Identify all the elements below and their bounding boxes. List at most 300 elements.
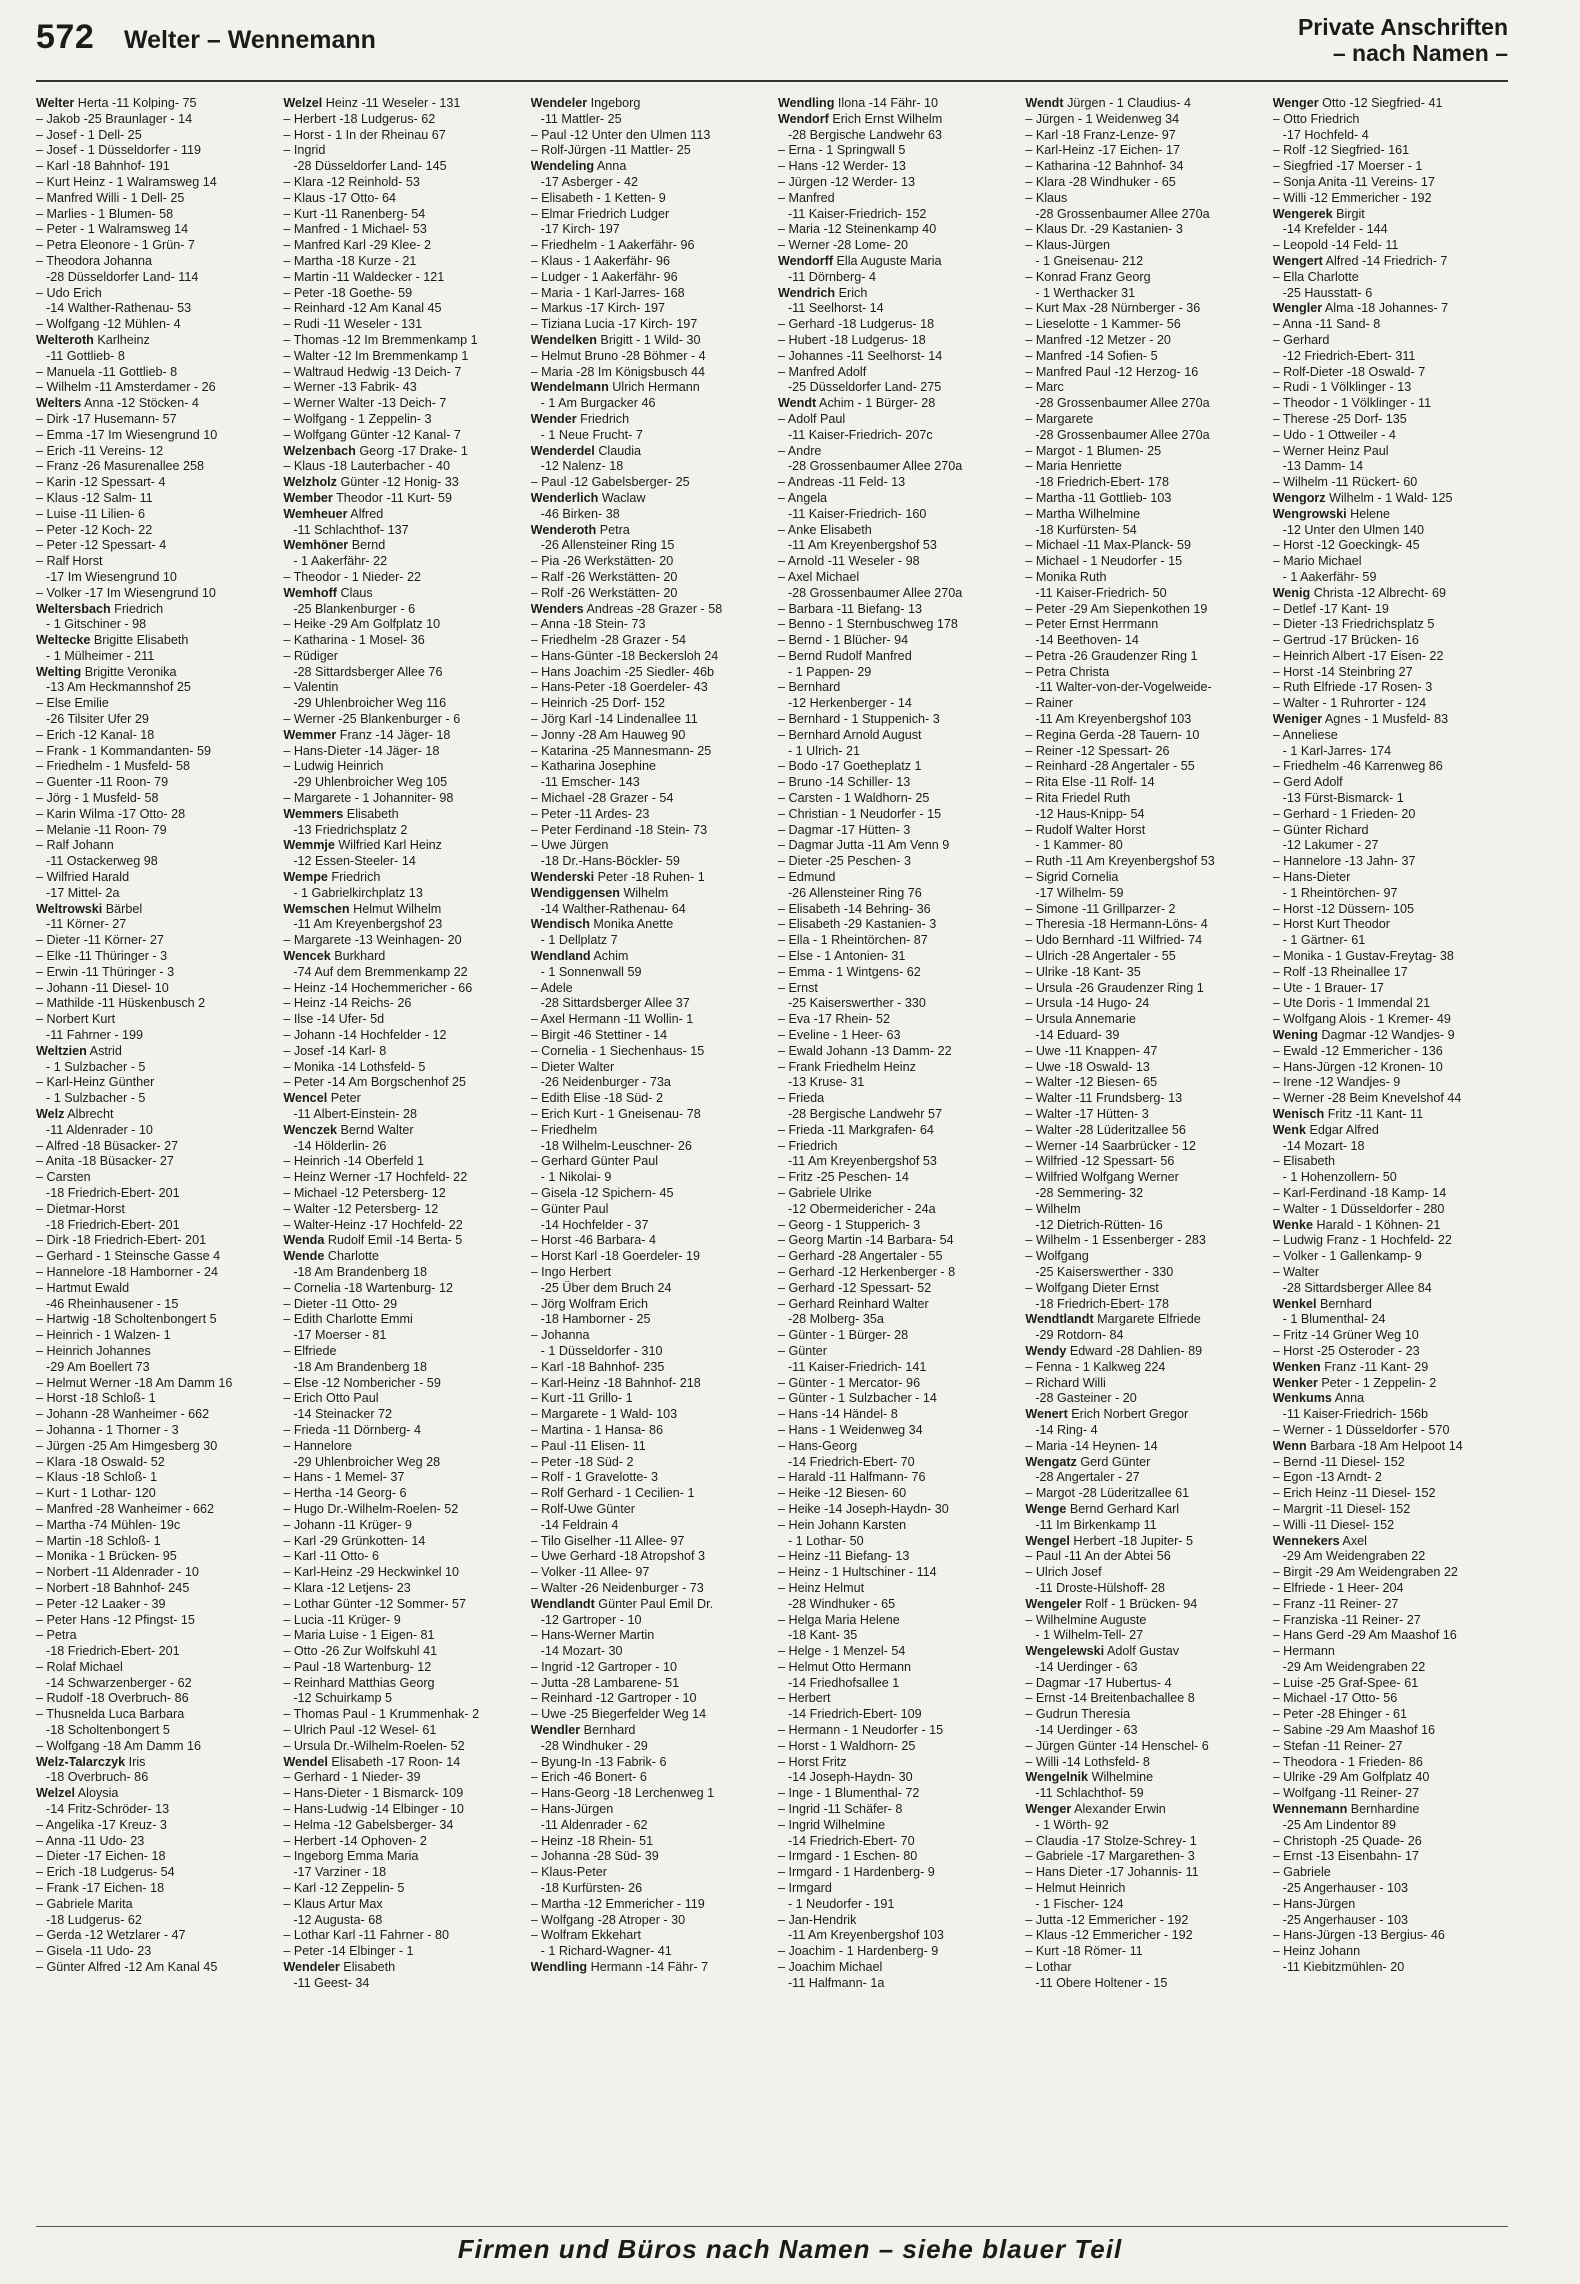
entry-details: -11 Mattler- 25 (540, 111, 622, 126)
directory-entry (1273, 1849, 1506, 1865)
entry-details: -29 Uhlenbroicher Weg 105 (293, 775, 448, 790)
entry-surname: Weltersbach (36, 601, 111, 616)
directory-entry (531, 128, 764, 144)
directory-entry (778, 1723, 1011, 1739)
entry-details: – Dieter -11 Körner- 27 (36, 933, 164, 948)
entry-details: – Ingo Herbert (530, 1264, 612, 1279)
directory-entry (283, 554, 516, 570)
directory-entry (1273, 1439, 1506, 1455)
directory-entry (283, 838, 516, 854)
directory-entry (531, 317, 764, 333)
entry-details: – Mathilde -11 Hüskenbusch 2 (36, 996, 206, 1011)
entry-surname: Wemmers (283, 806, 344, 821)
directory-entry (36, 222, 269, 238)
directory-entry (531, 365, 764, 381)
entry-details: – Klaus Dr. -29 Kastanien- 3 (1025, 222, 1183, 237)
directory-entry (531, 1613, 764, 1629)
directory-entry (531, 1865, 764, 1881)
entry-details: Alma -18 Johannes- 7 (1324, 301, 1449, 316)
directory-entry (36, 365, 269, 381)
directory-entry (283, 965, 516, 981)
directory-entry (778, 1770, 1011, 1786)
directory-entry (1273, 1170, 1506, 1186)
directory-entry (36, 1233, 269, 1249)
directory-entry (283, 870, 516, 886)
directory-entry (1273, 1802, 1506, 1818)
directory-entry (1025, 1660, 1258, 1676)
entry-details: – Dieter -11 Otto- 29 (283, 1296, 398, 1311)
entry-details: – Rudi -11 Weseler - 131 (283, 317, 423, 332)
directory-entry (1273, 1391, 1506, 1407)
entry-details: – Bernhard (777, 680, 841, 695)
directory-entry (1025, 428, 1258, 444)
directory-entry (36, 886, 269, 902)
directory-entry (778, 775, 1011, 791)
directory-entry (778, 949, 1011, 965)
directory-entry (778, 981, 1011, 997)
directory-entry (283, 996, 516, 1012)
directory-entry (1273, 807, 1506, 823)
entry-details: – Detlef -17 Kant- 19 (1272, 601, 1389, 616)
directory-entry (1025, 1107, 1258, 1123)
section-title-line-2: – nach Namen – (1332, 40, 1508, 66)
directory-entry (778, 1376, 1011, 1392)
entry-details: – Klaus -17 Otto- 64 (283, 190, 397, 205)
entry-details: – Benno - 1 Sternbuschweg 178 (777, 617, 958, 632)
directory-entry (778, 349, 1011, 365)
entry-details: – Gertrud -17 Brücken- 16 (1272, 633, 1419, 648)
directory-entry (283, 1012, 516, 1028)
directory-entry (531, 617, 764, 633)
directory-entry (778, 1597, 1011, 1613)
directory-entry (778, 475, 1011, 491)
directory-entry (1273, 1691, 1506, 1707)
entry-details: – Wilfried Wolfgang Werner (1025, 1170, 1179, 1185)
entry-details: -11 Dörnberg- 4 (787, 269, 876, 284)
entry-surname: Wenderski (530, 870, 595, 885)
entry-details: – Ulrike -18 Kant- 35 (1025, 964, 1141, 979)
entry-details: -46 Birken- 38 (540, 506, 620, 521)
directory-entry (778, 1407, 1011, 1423)
entry-details: Alfred -14 Friedrich- 7 (1325, 253, 1448, 268)
directory-entry (1273, 870, 1506, 886)
directory-entry (531, 475, 764, 491)
directory-entry (531, 1186, 764, 1202)
entry-surname: Wendelmann (530, 380, 609, 395)
directory-entry (36, 333, 269, 349)
directory-entry (1025, 807, 1258, 823)
directory-entry (36, 444, 269, 460)
entry-details: -11 Schlachthof- 59 (1035, 1786, 1144, 1801)
entry-details: – Ernst (777, 980, 818, 995)
directory-entry (1025, 981, 1258, 997)
directory-entry (1273, 1944, 1506, 1960)
directory-entry (1273, 1186, 1506, 1202)
directory-entry (778, 1549, 1011, 1565)
directory-entry (1273, 1770, 1506, 1786)
entry-details: – Dirk -17 Husemann- 57 (36, 411, 177, 426)
directory-entry (531, 1786, 764, 1802)
directory-entry (531, 538, 764, 554)
entry-surname: Wencel (283, 1091, 328, 1106)
directory-entry (36, 1960, 269, 1976)
directory-entry (36, 380, 269, 396)
directory-entry (531, 1107, 764, 1123)
directory-entry (283, 1597, 516, 1613)
directory-entry (1273, 649, 1506, 665)
entry-details: - 1 Ulrich- 21 (787, 743, 861, 758)
page-number: 572 (36, 18, 95, 56)
directory-entry (1273, 238, 1506, 254)
entry-details: -11 Aldenrader - 10 (46, 1122, 153, 1137)
directory-entry (1025, 507, 1258, 523)
entry-details: – Martina - 1 Hansa- 86 (530, 1422, 663, 1437)
directory-entry (283, 1249, 516, 1265)
directory-entry (531, 1376, 764, 1392)
entry-details: -25 Angerhauser - 103 (1282, 1912, 1408, 1927)
entry-details: – Joachim - 1 Hardenberg- 9 (777, 1944, 939, 1959)
entry-details: Barbara -18 Am Helpoot 14 (1310, 1438, 1463, 1453)
directory-entry (36, 1139, 269, 1155)
entry-surname: Wenderoth (530, 522, 597, 537)
directory-entry (36, 554, 269, 570)
entry-details: – Hans - 1 Weidenweg 34 (777, 1422, 923, 1437)
directory-entry (531, 965, 764, 981)
directory-entry (36, 1691, 269, 1707)
directory-entry (283, 791, 516, 807)
directory-entry (283, 1502, 516, 1518)
directory-entry (778, 1091, 1011, 1107)
entry-details: -18 Friedrich-Ebert- 201 (46, 1644, 180, 1659)
directory-entry (531, 1881, 764, 1897)
entry-details: – Gabriele (1272, 1865, 1331, 1880)
directory-entry (531, 143, 764, 159)
entry-details: -12 Gartroper - 10 (540, 1612, 642, 1627)
directory-entry (1025, 143, 1258, 159)
directory-entry (36, 1865, 269, 1881)
entry-details: -14 Steinacker 72 (293, 1407, 393, 1422)
entry-details: – Anna -11 Udo- 23 (36, 1833, 145, 1848)
entry-details: -14 Uerdinger - 63 (1035, 1723, 1138, 1738)
entry-details: – Maria - 1 Karl-Jarres- 168 (530, 285, 685, 300)
entry-details: – Walter (1272, 1264, 1320, 1279)
entry-details: – Tilo Giselher -11 Allee- 97 (530, 1533, 685, 1548)
entry-details: -11 Kaiser-Friedrich- 141 (787, 1359, 927, 1374)
directory-entry (1025, 1565, 1258, 1581)
entry-details: - 1 Mülheimer - 211 (46, 648, 155, 663)
entry-surname: Wengorz (1272, 490, 1326, 505)
entry-details: Ulrich Hermann (612, 380, 700, 395)
entry-details: – Heinrich Albert -17 Eisen- 22 (1272, 648, 1444, 663)
entry-details: – Hans-Günter -18 Beckersloh 24 (530, 648, 719, 663)
entry-surname: Wenke (1272, 1217, 1314, 1232)
header-divider (36, 80, 1508, 82)
directory-entry (531, 1170, 764, 1186)
directory-entry (778, 1455, 1011, 1471)
entry-details: Petra (599, 522, 630, 537)
entry-details: Achim - 1 Bürger- 28 (819, 396, 936, 411)
directory-entry (1273, 365, 1506, 381)
directory-entry (1025, 1707, 1258, 1723)
entry-details: -28 Gasteiner - 20 (1035, 1391, 1137, 1406)
directory-entry (1025, 1060, 1258, 1076)
directory-entry (36, 633, 269, 649)
directory-entry (1273, 380, 1506, 396)
entry-details: - 1 Aakerfähr- 22 (293, 554, 388, 569)
directory-entry (1273, 1075, 1506, 1091)
entry-details: – Hans-Jürgen (530, 1802, 614, 1817)
directory-entry (778, 538, 1011, 554)
entry-details: – Alfred -18 Büsacker- 27 (36, 1138, 179, 1153)
directory-column-2 (283, 96, 516, 2226)
entry-details: – Horst -14 Steinbring 27 (1272, 664, 1413, 679)
entry-details: – Jürgen - 1 Weidenweg 34 (1025, 111, 1180, 126)
entry-details: Otto -12 Siegfried- 41 (1322, 96, 1443, 110)
entry-details: – Valentin (283, 680, 339, 695)
directory-entry (531, 554, 764, 570)
directory-entry (283, 1186, 516, 1202)
entry-details: – Theodora - 1 Frieden- 86 (1272, 1754, 1423, 1769)
entry-details: -11 Kaiser-Friedrich- 50 (1035, 585, 1167, 600)
directory-entry (36, 1407, 269, 1423)
directory-entry (778, 1028, 1011, 1044)
directory-entry (1025, 222, 1258, 238)
entry-details: – Reiner -12 Spessart- 26 (1025, 743, 1170, 758)
directory-entry (531, 1581, 764, 1597)
directory-entry (1025, 649, 1258, 665)
directory-entry (1025, 96, 1258, 112)
entry-details: -11 Seelhorst- 14 (787, 301, 884, 316)
entry-details: – Ursula -14 Hugo- 24 (1025, 996, 1150, 1011)
directory-entry (1025, 1376, 1258, 1392)
directory-entry (1273, 1597, 1506, 1613)
entry-surname: Welzholz (283, 475, 337, 490)
entry-details: – Georg - 1 Stupperich- 3 (777, 1217, 921, 1232)
entry-details: – Klaus (1025, 190, 1068, 205)
entry-details: – Sigrid Cornelia (1025, 870, 1119, 885)
entry-details: -28 Grossenbaumer Allee 270a (1035, 427, 1210, 442)
directory-entry (283, 1691, 516, 1707)
entry-details: -26 Allensteiner Ring 15 (540, 538, 675, 553)
entry-details: – Thusnelda Luca Barbara (36, 1707, 185, 1722)
directory-entry (1025, 1170, 1258, 1186)
entry-details: – Erich -12 Kanal- 18 (36, 727, 155, 742)
directory-entry (283, 333, 516, 349)
entry-details: – Reinhard -28 Angertaler - 55 (1025, 759, 1195, 774)
directory-entry (36, 1328, 269, 1344)
directory-entry (36, 1154, 269, 1170)
directory-entry (36, 807, 269, 823)
directory-entry (283, 633, 516, 649)
directory-entry (36, 159, 269, 175)
entry-details: – Udo Bernhard -11 Wilfried- 74 (1025, 933, 1203, 948)
directory-entry (531, 775, 764, 791)
directory-entry (1025, 602, 1258, 618)
entry-surname: Welz-Talarczyk (36, 1754, 126, 1769)
directory-entry (1273, 1470, 1506, 1486)
directory-entry (778, 870, 1011, 886)
directory-entry (1025, 1534, 1258, 1550)
entry-details: – Elisabeth (1272, 1154, 1335, 1169)
directory-entry (778, 1913, 1011, 1929)
entry-details: – Katarina -25 Mannesmann- 25 (530, 743, 712, 758)
directory-entry (1025, 1818, 1258, 1834)
directory-entry (1273, 823, 1506, 839)
directory-entry (36, 128, 269, 144)
directory-entry (778, 1834, 1011, 1850)
directory-entry (283, 1028, 516, 1044)
directory-entry (1025, 128, 1258, 144)
entry-details: – Klara -12 Reinhold- 53 (283, 174, 420, 189)
entry-details: Helmut Wilhelm (353, 901, 442, 916)
entry-details: – Hertha -14 Georg- 6 (283, 1486, 407, 1501)
entry-details: -12 Friedrich-Ebert- 311 (1282, 348, 1416, 363)
directory-entry (36, 728, 269, 744)
directory-entry (1273, 1486, 1506, 1502)
entry-details: – Franz -26 Masurenallee 258 (36, 459, 205, 474)
entry-details: – Norbert -11 Aldenrader - 10 (36, 1565, 199, 1580)
entry-details: - 1 Wilhelm-Tell- 27 (1035, 1628, 1144, 1643)
directory-entry (283, 933, 516, 949)
directory-entry (778, 1123, 1011, 1139)
directory-entry (1273, 1581, 1506, 1597)
entry-details: - 1 Wörth- 92 (1035, 1817, 1109, 1832)
entry-details: – Edith Elise -18 Süd- 2 (530, 1091, 663, 1106)
directory-entry (531, 1091, 764, 1107)
entry-details: - 1 Rheintörchen- 97 (1282, 885, 1398, 900)
entry-surname: Welters (36, 396, 82, 411)
directory-entry (778, 491, 1011, 507)
directory-entry (1273, 1407, 1506, 1423)
entry-details: – Edith Charlotte Emmi (283, 1312, 413, 1327)
entry-details: Anna (596, 159, 627, 174)
directory-entry (531, 1597, 764, 1613)
entry-details: – Ruth Elfriede -17 Rosen- 3 (1272, 680, 1433, 695)
entry-details: – Heinrich Johannes (36, 1343, 151, 1358)
directory-entry (1273, 744, 1506, 760)
entry-details: – Gabriele -17 Margarethen- 3 (1025, 1849, 1195, 1864)
entry-details: Charlotte (327, 1249, 379, 1264)
directory-entry (531, 507, 764, 523)
directory-entry (1025, 775, 1258, 791)
directory-entry (778, 1423, 1011, 1439)
entry-details: – Horst Fritz (777, 1754, 847, 1769)
directory-entry (778, 1881, 1011, 1897)
entry-surname: Wenk (1272, 1122, 1307, 1137)
directory-entry (1025, 1154, 1258, 1170)
entry-details: – Irmgard (777, 1881, 832, 1896)
directory-entry (531, 838, 764, 854)
entry-details: – Wilfried Harald (36, 870, 130, 885)
directory-entry (531, 1028, 764, 1044)
directory-entry (531, 1012, 764, 1028)
entry-details: – Martin -11 Waldecker - 121 (283, 269, 445, 284)
directory-entry (1273, 1376, 1506, 1392)
entry-details: – Klaus -18 Lauterbacher - 40 (283, 459, 450, 474)
entry-surname: Wenge (1025, 1501, 1067, 1516)
directory-entry (283, 1628, 516, 1644)
directory-entry (531, 696, 764, 712)
directory-entry (36, 1376, 269, 1392)
entry-details: – Katharina -12 Bahnhof- 34 (1025, 159, 1184, 174)
entry-details: -12 Unter den Ulmen 140 (1282, 522, 1425, 537)
entry-details: – Hugo Dr.-Wilhelm-Roelen- 52 (283, 1501, 459, 1516)
entry-surname: Wenders (530, 601, 584, 616)
directory-entry (531, 286, 764, 302)
directory-entry (1025, 538, 1258, 554)
entry-details: -11 Am Kreyenbergshof 103 (787, 1928, 944, 1943)
directory-entry (36, 1107, 269, 1123)
entry-details: – Markus -17 Kirch- 197 (530, 301, 666, 316)
entry-details: – Hans - 1 Memel- 37 (283, 1470, 405, 1485)
entry-details: Bernhardine (1350, 1802, 1420, 1817)
directory-entry (1025, 523, 1258, 539)
entry-details: – Peter -11 Ardes- 23 (530, 806, 650, 821)
directory-entry (778, 222, 1011, 238)
entry-details: - 1 Lothar- 50 (787, 1533, 864, 1548)
entry-details: – Ulrich -28 Angertaler - 55 (1025, 949, 1176, 964)
directory-entry (778, 1802, 1011, 1818)
entry-details: -12 Lakumer - 27 (1282, 838, 1379, 853)
entry-details: – Marc (1025, 380, 1064, 395)
entry-details: – Klaus -12 Salm- 11 (36, 490, 153, 505)
directory-entry (778, 523, 1011, 539)
entry-details: – Friedhelm -46 Karrenweg 86 (1272, 759, 1443, 774)
entry-details: – Heinz Werner -17 Hochfeld- 22 (283, 1170, 468, 1185)
directory-entry (778, 1470, 1011, 1486)
entry-surname: Wenderlich (530, 490, 599, 505)
directory-entry (283, 1470, 516, 1486)
directory-entry (531, 1913, 764, 1929)
entry-details: Friedrich (580, 411, 630, 426)
directory-entry (36, 1676, 269, 1692)
entry-details: Wilhelmine (1091, 1770, 1154, 1785)
directory-entry (1273, 143, 1506, 159)
entry-surname: Wenken (1272, 1359, 1321, 1374)
entry-details: Günter Paul Emil Dr. (598, 1596, 714, 1611)
entry-details: – Georg Martin -14 Barbara- 54 (777, 1233, 954, 1248)
directory-entry (283, 1328, 516, 1344)
directory-entry (1025, 712, 1258, 728)
entry-details: – Erich -11 Vereins- 12 (36, 443, 164, 458)
directory-entry (1273, 412, 1506, 428)
entry-details: – Frank -17 Eichen- 18 (36, 1881, 165, 1896)
entry-details: -14 Schwarzenberger - 62 (46, 1675, 192, 1690)
directory-entry (531, 1249, 764, 1265)
entry-details: – Margarete - 1 Wald- 103 (530, 1407, 678, 1422)
entry-details: -14 Friedrich-Ebert- 70 (787, 1833, 915, 1848)
entry-details: – Martha -18 Kurze - 21 (283, 253, 417, 268)
entry-details: – Heike -14 Joseph-Haydn- 30 (777, 1501, 949, 1516)
directory-entry (36, 1360, 269, 1376)
entry-details: – Rudi - 1 Völklinger - 13 (1272, 380, 1412, 395)
entry-details: – Monika Ruth (1025, 569, 1107, 584)
directory-entry (1273, 1707, 1506, 1723)
directory-entry (531, 1423, 764, 1439)
directory-entry (36, 1218, 269, 1234)
entry-details: – Joachim Michael (777, 1960, 883, 1975)
directory-entry (36, 1312, 269, 1328)
entry-details: -18 Kurfürsten- 54 (1035, 522, 1137, 537)
entry-details: – Emma -17 Im Wiesengrund 10 (36, 427, 218, 442)
directory-entry (283, 286, 516, 302)
entry-details: - 1 Neue Frucht- 7 (540, 427, 643, 442)
directory-entry (778, 617, 1011, 633)
entry-details: – Birgit -29 Am Weidengraben 22 (1272, 1565, 1458, 1580)
entry-details: – Heinz Johann (1272, 1944, 1361, 1959)
entry-details: – Dagmar -17 Hütten- 3 (777, 822, 911, 837)
entry-details: - 1 Sulzbacher - 5 (46, 1091, 146, 1106)
